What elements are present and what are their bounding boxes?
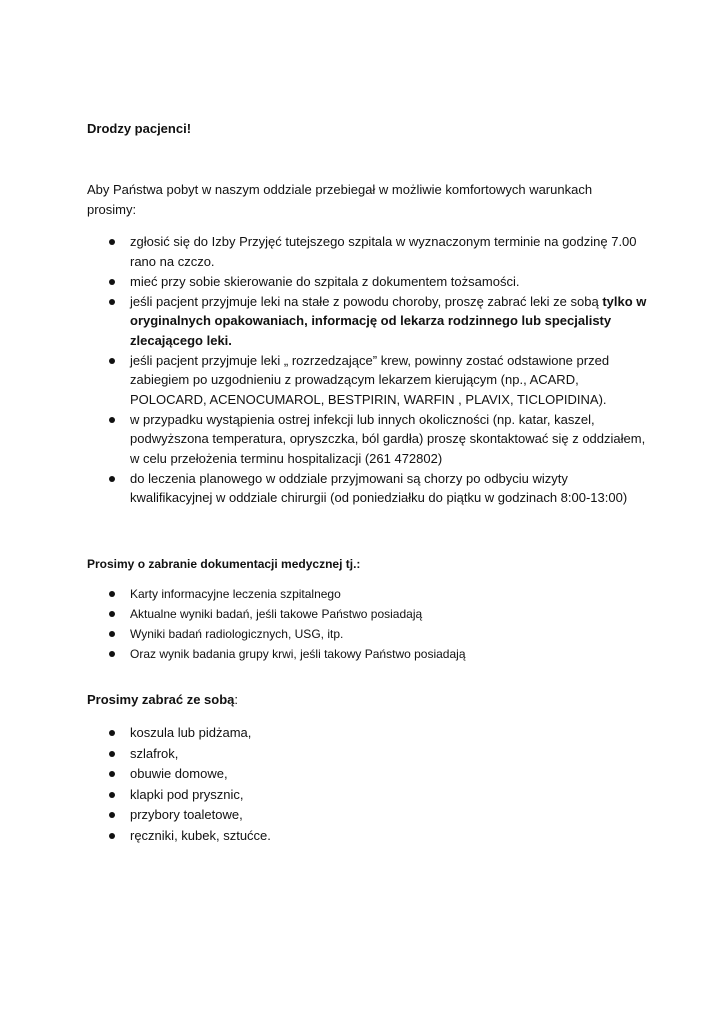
greeting-heading: Drodzy pacjenci! [87, 121, 192, 136]
list-item [87, 232, 647, 271]
bullet-icon [109, 771, 115, 777]
bullet-icon [109, 651, 115, 657]
bullet-icon [109, 299, 115, 305]
bullet-icon [109, 631, 115, 637]
list-item [87, 584, 647, 604]
bullet-icon [109, 751, 115, 757]
bring-list [87, 723, 647, 846]
bullet-icon [109, 792, 115, 798]
list-item [87, 723, 647, 743]
list-item [87, 744, 647, 764]
bullet-icon [109, 730, 115, 736]
documentation-item: Aktualne wyniki badań, jeśli takowe Państwo posiadają [130, 607, 423, 621]
list-item [87, 805, 647, 825]
bullet-icon [109, 476, 115, 482]
bullet-icon [109, 239, 115, 245]
list-item [87, 292, 647, 351]
list-item [87, 764, 647, 784]
documentation-heading: Prosimy o zabranie dokumentacji medycznej tj.: [87, 557, 361, 571]
intro-line-1: Aby Państwa pobyt w naszym oddziale przebiegał w możliwie komfortowych warunkach [87, 182, 593, 197]
request-text: mieć przy sobie skierowanie do szpitala z dokumentem tożsamości. [130, 273, 520, 289]
bring-item: obuwie domowe, [130, 766, 228, 781]
bullet-icon [109, 833, 115, 839]
bring-item: szlafrok, [130, 745, 179, 761]
request-text: jeśli pacjent przyjmuje leki „ rozrzedzające” krew, powinny zostać odstawione przed zabiegiem po uzgodnieniu z prowadzącym lekarzem kierującym (np., ACARD, POLOCARD, ACENOCUMAROL, BESTPIRIN, WARFIN , PLAVIX, TICLOPIDINA). [130, 352, 610, 407]
list-item [87, 785, 647, 805]
requests-list [87, 232, 647, 508]
intro-line-2: prosimy: [87, 201, 137, 217]
bullet-icon [109, 358, 115, 364]
list-item [87, 351, 647, 410]
list-item [87, 826, 647, 846]
bring-heading-text: Prosimy zabrać ze sobą [87, 692, 235, 707]
bullet-icon [109, 417, 115, 423]
bullet-icon [109, 611, 115, 617]
bullet-icon [109, 591, 115, 597]
list-item [87, 272, 647, 292]
bullet-icon [109, 812, 115, 818]
documentation-item: Oraz wynik badania grupy krwi, jeśli takowy Państwo posiadają [130, 647, 466, 661]
bring-heading [87, 690, 647, 710]
documentation-item: Wyniki badań radiologicznych, USG, itp. [130, 627, 344, 641]
list-item [87, 644, 647, 664]
bring-item: przybory toaletowe, [130, 807, 243, 822]
list-item [87, 469, 647, 508]
request-text: w przypadku wystąpienia ostrej infekcji lub innych okoliczności (np. katar, kaszel, podwyższona temperatura, opryszczka, ból gardła) proszę skontaktować się z oddziałem, w celu przełożenia terminu hospitalizacji (261 472802) [130, 411, 646, 466]
intro-paragraph [87, 180, 647, 219]
request-text: do leczenia planowego w oddziale przyjmowani są chorzy po odbyciu wizyty kwalifikacyjnej w oddziale chirurgii (od poniedziałku do piątku w godzinach 8:00-13:00) [130, 470, 628, 505]
bring-item: klapki pod prysznic, [130, 786, 244, 802]
request-text-emphasis: tylko w oryginalnych opakowaniach, informację od lekarza rodzinnego lub specjalisty zlecającego leki. [130, 293, 647, 348]
bring-heading-colon: : [234, 692, 239, 707]
request-text: zgłosić się do Izby Przyjęć tutejszego szpitala w wyznaczonym terminie na godzinę 7.00 rano na czczo. [130, 234, 637, 269]
bring-item: ręczniki, kubek, sztućce. [130, 827, 271, 843]
list-item [87, 624, 647, 644]
request-text: jeśli pacjent przyjmuje leki na stałe z powodu choroby, proszę zabrać leki ze sobą [130, 293, 603, 309]
bring-item: koszula lub pidżama, [130, 725, 252, 740]
list-item [87, 410, 647, 469]
documentation-item: Karty informacyjne leczenia szpitalnego [130, 587, 341, 601]
bullet-icon [109, 279, 115, 285]
list-item [87, 604, 647, 624]
documentation-list [87, 584, 647, 664]
